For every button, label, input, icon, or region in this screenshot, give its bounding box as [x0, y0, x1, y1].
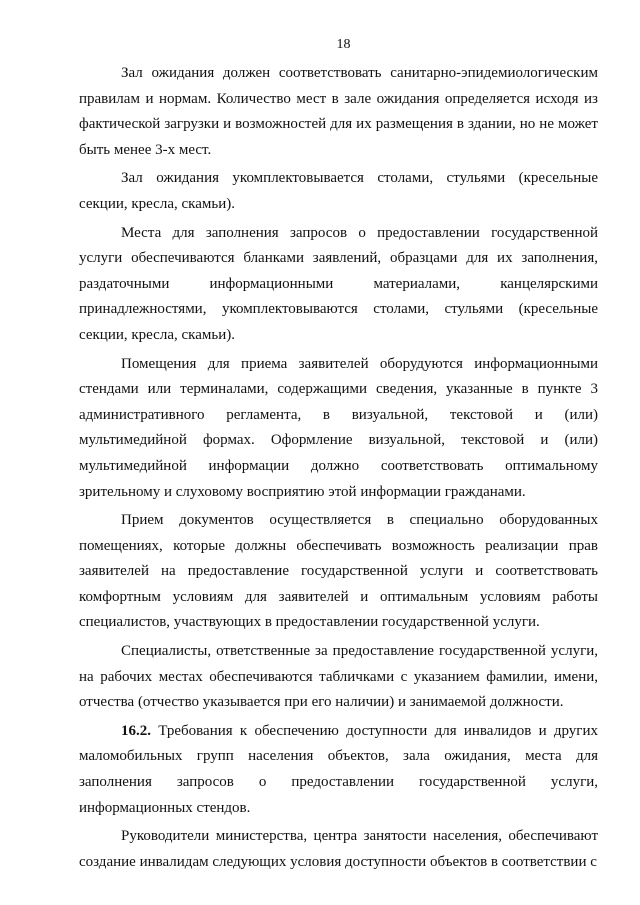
paragraph-info-stands	[79, 352, 598, 506]
paragraph-waiting-room-norms	[79, 61, 598, 163]
paragraph-text: Требования к обеспечению доступности для инвалидов и других маломобильных групп населения объектов, зала ожидания, места для заполнения запросов о предоставлении государственной услуги, информационных стендов.	[79, 722, 598, 816]
document-page	[79, 36, 598, 878]
section-number: 16.2.	[121, 722, 151, 739]
paragraph-section-16-2	[79, 719, 598, 821]
paragraph-accessibility-conditions	[79, 824, 598, 875]
paragraph-text: Специалисты, ответственные за предоставление государственной услуги, на рабочих местах обеспечиваются табличками с указанием фамилии, имени, отчества (отчество указывается при его наличии) и занимаемой должности.	[79, 643, 598, 711]
paragraph-text: Зал ожидания должен соответствовать санитарно-эпидемиологическим правилам и нормам. Количество мест в зале ожидания определяется исходя из фактической загрузки и возможностей для их размещения в здании, но не может быть менее 3-х мест.	[79, 65, 598, 158]
page-number: 18	[336, 37, 351, 52]
paragraph-document-reception	[79, 508, 598, 636]
paragraph-specialists-plates	[79, 639, 598, 716]
paragraph-request-places	[79, 221, 598, 349]
paragraph-text: Зал ожидания укомплектовывается столами, стульями (кресельные секции, кресла, скамьи).	[79, 170, 598, 212]
paragraph-text: Прием документов осуществляется в специально оборудованных помещениях, которые должны обеспечивать возможность реализации прав заявителей на предоставление государственной услуги и соответствовать комфортным условиям для заявителей и оптимальным условиям работы специалистов, участвующих в предоставлении государственной услуги.	[79, 512, 598, 631]
paragraph-waiting-room-furniture	[79, 166, 598, 217]
paragraph-text: Места для заполнения запросов о предоставлении государственной услуги обеспечиваются бланками заявлений, образцами для их заполнения, раздаточными информационными материалами, канцелярскими принадлежностями, укомплектовываются столами, стульями (кресельные секции, кресла, скамьи).	[79, 224, 598, 343]
paragraph-text: Помещения для приема заявителей оборудуются информационными стендами или терминалами, содержащими сведения, указанные в пункте 3 административного регламента, в визуальной, текстовой и (или) мультимедийной формах. Оформление визуальной, текстовой и (или) мультимедийной информации должно соответствовать оптимальному зрительному и слуховому восприятию этой информации гражданами.	[79, 355, 598, 500]
paragraph-text: Руководители министерства, центра занятости населения, обеспечивают создание инвалидам следующих условия доступности объектов в соответствии с	[79, 828, 598, 870]
